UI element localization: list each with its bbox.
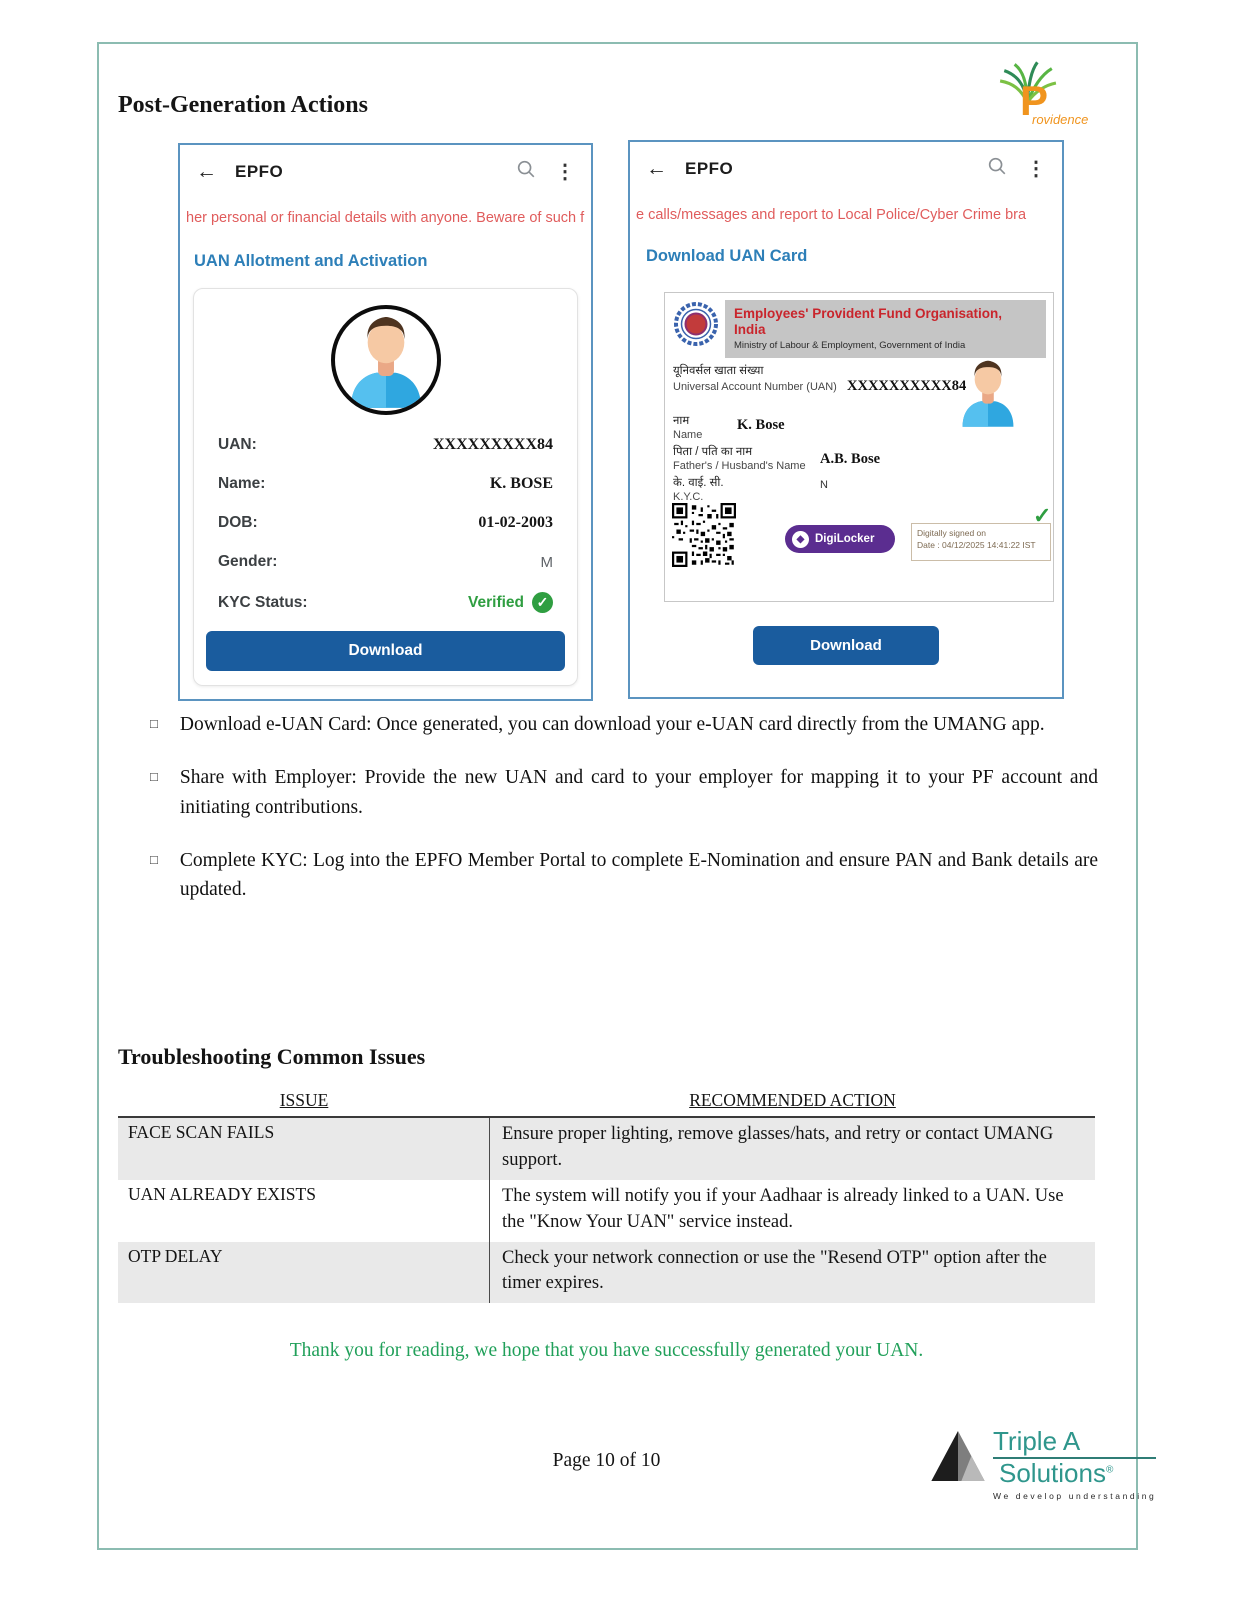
signed-line1: Digitally signed on xyxy=(917,528,986,538)
avatar xyxy=(331,305,441,415)
digilocker-label: DigiLocker xyxy=(815,533,875,545)
kyc-label-english: K.Y.C. xyxy=(673,491,704,503)
list-item xyxy=(150,710,1098,739)
member-photo xyxy=(951,343,1025,441)
app-header xyxy=(630,142,1062,187)
father-label-hindi: पिता / पति का नाम xyxy=(673,446,753,458)
table-header-row xyxy=(118,1090,1095,1116)
bullet-square-icon: □ xyxy=(150,716,158,731)
section-title: UAN Allotment and Activation xyxy=(194,252,428,270)
issue-cell: UAN ALREADY EXISTS xyxy=(118,1180,490,1242)
table-row xyxy=(118,1118,1095,1180)
list-item xyxy=(150,846,1098,905)
triple-a-line1: Triple A xyxy=(993,1428,1156,1459)
field-value: 01-02-2003 xyxy=(478,514,553,531)
name-label-hindi: नाम xyxy=(673,415,690,427)
name-value: K. Bose xyxy=(737,417,785,433)
field-value: M xyxy=(540,553,553,571)
father-label-english: Father's / Husband's Name xyxy=(673,460,806,472)
app-header xyxy=(180,145,591,190)
app-title: EPFO xyxy=(685,158,734,178)
field-label: DOB: xyxy=(218,514,258,531)
signature-check-icon: ✓ xyxy=(1033,503,1052,528)
solutions-text: Solutions xyxy=(999,1458,1106,1489)
table-row xyxy=(118,1242,1095,1304)
kyc-status xyxy=(468,592,553,613)
field-row-uan xyxy=(194,436,577,454)
field-label: UAN: xyxy=(218,436,257,453)
search-icon[interactable] xyxy=(986,155,1008,182)
troubleshooting-heading: Troubleshooting Common Issues xyxy=(118,1044,426,1069)
page-number: Page 10 of 10 xyxy=(552,1450,661,1471)
security-warning-text: e calls/messages and report to Local Police/Cyber Crime bra xyxy=(636,207,1027,223)
providence-wordmark: rovidence xyxy=(1032,112,1089,127)
verified-text: Verified xyxy=(468,593,524,611)
kyc-value: N xyxy=(820,479,828,491)
name-label-english: Name xyxy=(673,429,703,441)
qr-code xyxy=(672,503,736,567)
action-cell: Ensure proper lighting, remove glasses/hats, and retry or contact UMANG support. xyxy=(502,1124,1054,1170)
field-value: K. BOSE xyxy=(489,475,553,492)
org-title: Employees' Provident Fund Organisation, India xyxy=(734,306,1003,337)
bullet-text: Complete KYC: Log into the EPFO Member Portal to complete E-Nomination and ensure PAN and Bank details are updated. xyxy=(179,849,1098,900)
field-row-name xyxy=(194,475,577,493)
table-body xyxy=(118,1116,1095,1303)
issue-cell: OTP DELAY xyxy=(118,1242,490,1304)
person-avatar-icon xyxy=(335,309,437,411)
troubleshooting-table xyxy=(118,1090,1095,1303)
kyc-label-hindi: के. वाई. सी. xyxy=(673,477,724,489)
field-label: Name: xyxy=(218,475,266,492)
closing-message: Thank you for reading, we hope that you have successfully generated your UAN. xyxy=(289,1340,924,1361)
app-title: EPFO xyxy=(235,161,284,181)
providence-logo xyxy=(988,60,1106,140)
uan-card xyxy=(664,292,1054,602)
providence-p-mark: P xyxy=(1020,77,1049,124)
action-cell: Check your network connection or use the "Resend OTP" option after the timer expires. xyxy=(502,1247,1047,1294)
search-icon[interactable] xyxy=(515,158,537,185)
uan-label-english: Universal Account Number (UAN) xyxy=(673,381,837,393)
page-title: Post-Generation Actions xyxy=(118,92,368,118)
triple-a-solutions-logo xyxy=(928,1426,1157,1501)
field-value: XXXXXXXXX84 xyxy=(433,436,553,453)
column-header-action: RECOMMENDED ACTION xyxy=(689,1090,896,1110)
digilocker-lock-icon: ◆ xyxy=(792,531,809,548)
phone-screenshot-uan-card xyxy=(628,140,1064,699)
verified-check-icon: ✓ xyxy=(532,592,553,613)
org-subtitle: Ministry of Labour & Employment, Government of India xyxy=(734,340,966,352)
download-button[interactable]: Download xyxy=(206,631,565,671)
uan-value: XXXXXXXXXX84 xyxy=(847,378,967,394)
digilocker-badge xyxy=(785,525,895,553)
bullet-text: Download e-UAN Card: Once generated, you can download your e-UAN card directly from the UMANG app. xyxy=(179,714,1045,735)
epfo-logo-icon xyxy=(672,300,720,348)
table-row xyxy=(118,1180,1095,1242)
overflow-menu-icon[interactable]: ⋮ xyxy=(1026,157,1046,180)
signed-line2: Date : 04/12/2025 14:41:22 IST xyxy=(917,539,1036,550)
list-item xyxy=(150,763,1098,822)
column-header-issue: ISSUE xyxy=(279,1090,329,1110)
field-row-kyc-status xyxy=(194,592,577,613)
uan-profile-card xyxy=(193,288,578,686)
overflow-menu-icon[interactable]: ⋮ xyxy=(555,160,575,183)
field-row-gender xyxy=(194,553,577,571)
action-cell: The system will notify you if your Aadhaar is already linked to a UAN. Use the "Know Your UAN" service instead. xyxy=(502,1185,1064,1232)
digital-signature-box xyxy=(911,523,1051,561)
uan-label-hindi: यूनिवर्सल खाता संख्या xyxy=(673,365,764,377)
field-label: KYC Status: xyxy=(218,593,308,611)
back-arrow-icon[interactable]: ← xyxy=(646,157,667,180)
triple-a-line2 xyxy=(999,1459,1156,1488)
field-label: Gender: xyxy=(218,553,278,570)
registered-mark: ® xyxy=(1105,1464,1114,1476)
field-row-dob xyxy=(194,514,577,532)
phone-screenshot-uan-allotment xyxy=(178,143,593,701)
section-title: Download UAN Card xyxy=(646,247,808,265)
triple-a-wordmark xyxy=(993,1428,1156,1501)
download-button[interactable]: Download xyxy=(753,626,939,665)
triple-a-tagline: We develop understanding xyxy=(993,1490,1157,1501)
back-arrow-icon[interactable]: ← xyxy=(196,160,217,183)
bullet-square-icon: □ xyxy=(150,769,158,785)
triangle-logo-icon xyxy=(928,1428,988,1484)
bullet-text: Share with Employer: Provide the new UAN and card to your employer for mapping it to your PF account and initiating contributions. xyxy=(179,767,1098,818)
security-warning-text: her personal or financial details with anyone. Beware of such f xyxy=(186,210,585,226)
issue-cell: FACE SCAN FAILS xyxy=(118,1118,490,1180)
post-generation-bullet-list xyxy=(150,710,1098,928)
father-value: A.B. Bose xyxy=(820,451,881,467)
bullet-square-icon: □ xyxy=(150,851,158,867)
